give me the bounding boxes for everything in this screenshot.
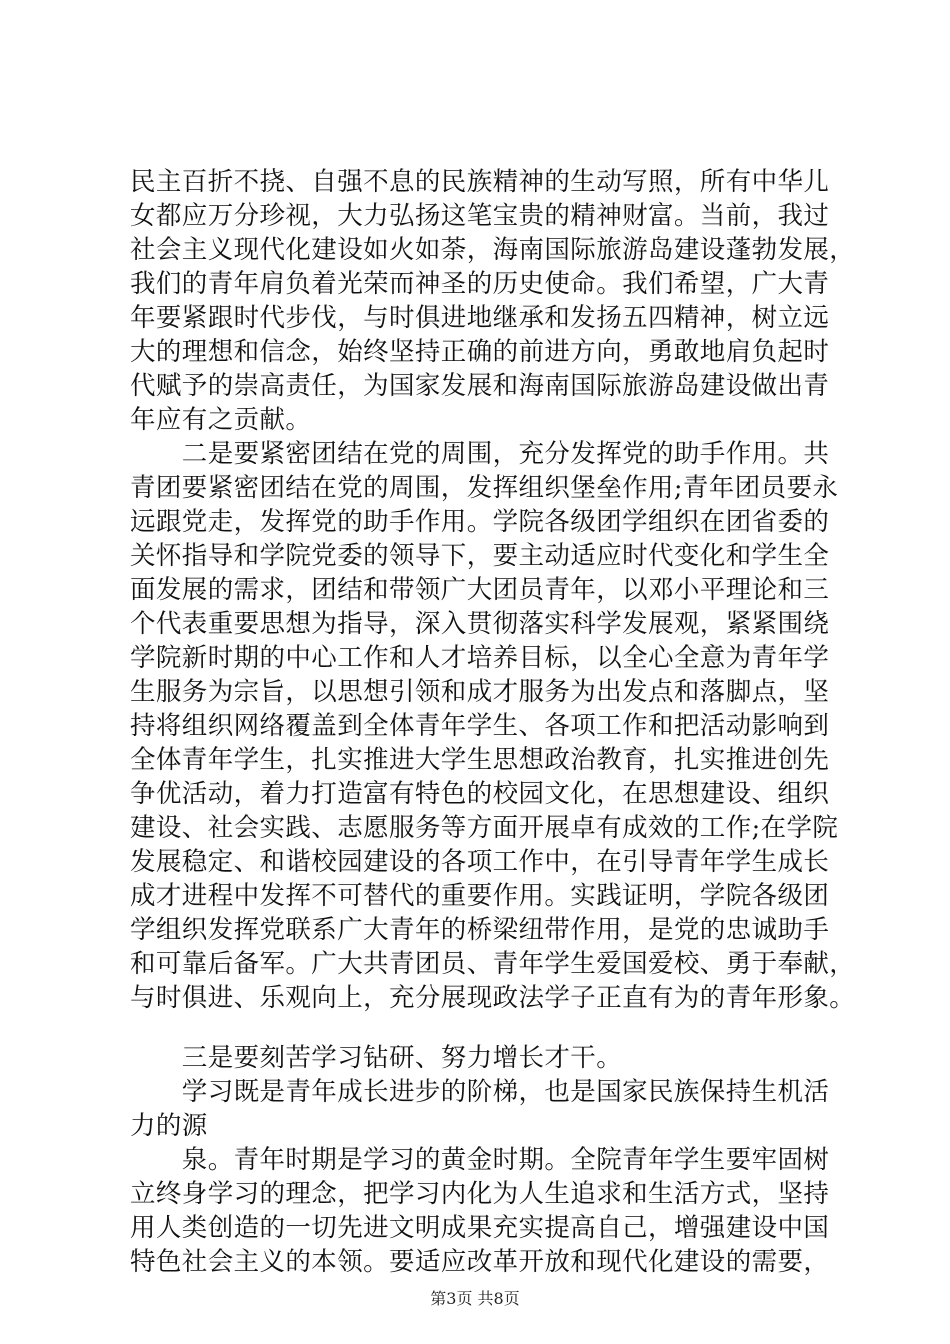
text-line: 二是要紧密团结在党的周围，充分发挥党的助手作用。共	[130, 439, 830, 469]
text-line: 学院新时期的中心工作和人才培养目标，以全心全意为青年学	[130, 643, 830, 673]
text-line: 学组织发挥党联系广大青年的桥梁纽带作用，是党的忠诚助手	[130, 915, 830, 945]
text-line: 我们的青年肩负着光荣而神圣的历史使命。我们希望，广大青	[130, 269, 830, 299]
text-line: 建设、社会实践、志愿服务等方面开展卓有成效的工作;在学院	[130, 813, 839, 843]
text-line: 立终身学习的理念，把学习内化为人生追求和生活方式，坚持	[130, 1179, 830, 1209]
text-line: 特色社会主义的本领。要适应改革开放和现代化建设的需要，	[130, 1247, 830, 1277]
text-line: 争优活动，着力打造富有特色的校园文化，在思想建设、组织	[130, 779, 830, 809]
text-line: 年应有之贡献。	[130, 405, 312, 435]
text-line: 青团要紧密团结在党的周围，发挥组织堡垒作用;青年团员要永	[130, 473, 839, 503]
text-line: 个代表重要思想为指导，深入贯彻落实科学发展观，紧紧围绕	[130, 609, 830, 639]
text-line: 面发展的需求，团结和带领广大团员青年，以邓小平理论和三	[130, 575, 830, 605]
text-line: 用人类创造的一切先进文明成果充实提高自己，增强建设中国	[130, 1213, 830, 1243]
text-line: 泉。青年时期是学习的黄金时期。全院青年学生要牢固树	[130, 1145, 830, 1175]
text-line: 成才进程中发挥不可替代的重要作用。实践证明，学院各级团	[130, 881, 830, 911]
text-line: 年要紧跟时代步伐，与时俱进地继承和发扬五四精神，树立远	[130, 303, 830, 333]
text-line: 持将组织网络覆盖到全体青年学生、各项工作和把活动影响到	[130, 711, 830, 741]
text-line: 民主百折不挠、自强不息的民族精神的生动写照，所有中华儿	[130, 167, 830, 197]
text-line: 远跟党走，发挥党的助手作用。学院各级团学组织在团省委的	[130, 507, 830, 537]
text-line: 三是要刻苦学习钻研、努力增长才干。	[130, 1043, 623, 1073]
text-line: 代赋予的崇高责任，为国家发展和海南国际旅游岛建设做出青	[130, 371, 830, 401]
text-line: 全体青年学生，扎实推进大学生思想政治教育，扎实推进创先	[130, 745, 830, 775]
text-line: 大的理想和信念，始终坚持正确的前进方向，勇敢地肩负起时	[130, 337, 830, 367]
text-line: 女都应万分珍视，大力弘扬这笔宝贵的精神财富。当前，我过	[130, 201, 830, 231]
text-line: 生服务为宗旨，以思想引领和成才服务为出发点和落脚点，坚	[130, 677, 830, 707]
page-number-footer: 第3页 共8页	[430, 1289, 520, 1308]
text-line: 社会主义现代化建设如火如荼，海南国际旅游岛建设蓬勃发展，	[130, 235, 856, 265]
text-line: 与时俱进、乐观向上，充分展现政法学子正直有为的青年形象。	[130, 983, 856, 1013]
text-line: 关怀指导和学院党委的领导下，要主动适应时代变化和学生全	[130, 541, 830, 571]
text-line: 和可靠后备军。广大共青团员、青年学生爱国爱校、勇于奉献，	[130, 949, 856, 979]
text-line: 力的源	[130, 1111, 208, 1141]
text-line: 学习既是青年成长进步的阶梯，也是国家民族保持生机活	[130, 1077, 830, 1107]
text-line: 发展稳定、和谐校园建设的各项工作中，在引导青年学生成长	[130, 847, 830, 877]
